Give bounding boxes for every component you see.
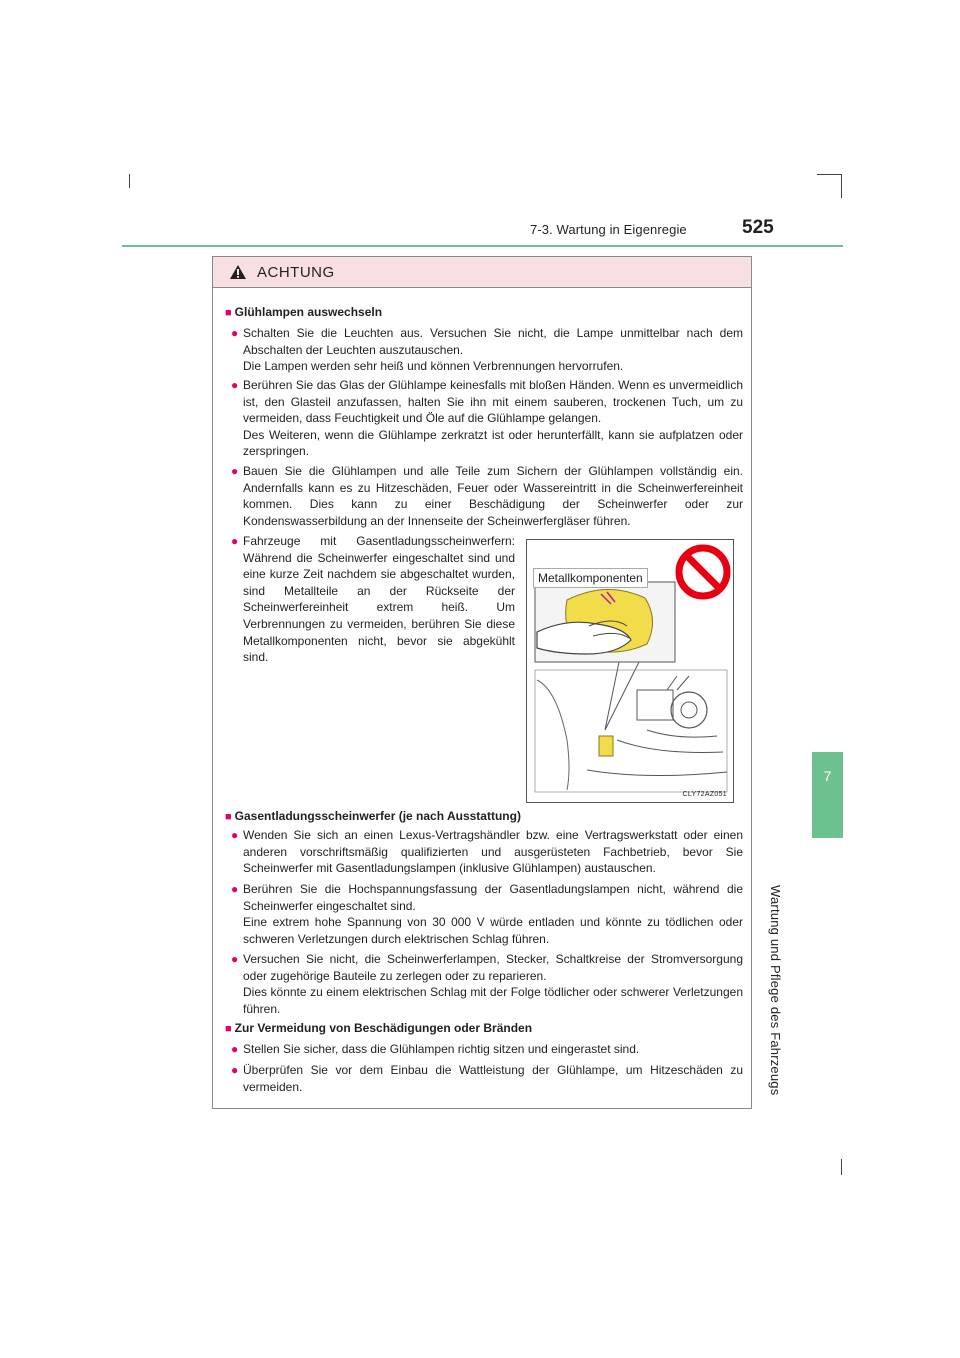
crop-mark: [841, 174, 842, 198]
bullet-dot-icon: ●: [231, 378, 239, 392]
bullet-item: ● Versuchen Sie nicht, die Scheinwerferlampen, Stecker, Schaltkreise der Stromversorgung oder zugehörige Bauteile zu zerlegen oder zu reparieren. Dies könnte zu einem elektrischen Schlag mit der Folge tödlicher oder schwerer Verletzungen führen.: [231, 952, 743, 1016]
bullet-item: ● Fahrzeuge mit Gasentladungsscheinwerfern: Während die Scheinwerfer eingeschaltet sind und eine kurze Zeit nachdem sie abgeschaltet wurden, sind Metallteile an der Rückseite der Scheinwerfereinheit extrem heiß. Um Verbrennungen zu vermeiden, berühren Sie diese Metallkomponenten nicht, bevor sie abgekühlt sind.: [231, 534, 515, 665]
bullet-item: ● Stellen Sie sicher, dass die Glühlampen richtig sitzen und eingerastet sind.: [231, 1042, 640, 1056]
bullet-dot-icon: ●: [231, 326, 239, 340]
caution-header: [213, 257, 751, 288]
bullet-item: ● Wenden Sie sich an einen Lexus-Vertragshändler bzw. eine Vertragswerkstatt oder einen anderen vorschriftsmäßig qualifizierten und ausgerüsteten Fachbetrieb, bevor Sie Scheinwerfer mit Gasentladungslampen (inklusive Glühlampen) austauschen.: [231, 828, 743, 876]
section-heading: ■ Gasentladungsscheinwerfer (je nach Ausstattung): [225, 809, 521, 823]
figure-label: Metallkomponenten: [533, 568, 648, 588]
square-bullet-icon: ■: [225, 811, 232, 823]
bullet-dot-icon: ●: [231, 534, 239, 548]
chapter-tab: [812, 752, 843, 838]
square-bullet-icon: ■: [225, 307, 232, 319]
section-heading: ■ Zur Vermeidung von Beschädigungen oder Bränden: [225, 1021, 533, 1035]
bullet-dot-icon: ●: [231, 882, 239, 896]
caution-title: ACHTUNG: [257, 264, 335, 281]
chapter-title: Wartung und Pflege des Fahrzeugs: [768, 885, 783, 1096]
bullet-dot-icon: ●: [231, 952, 239, 966]
square-bullet-icon: ■: [225, 1023, 232, 1035]
warning-triangle-icon: [229, 264, 247, 280]
figure-code: CLY72AZ051: [682, 791, 727, 798]
section-heading: ■ Glühlampen auswechseln: [225, 305, 383, 319]
headlight-illustration: [526, 539, 734, 803]
bullet-item: ● Bauen Sie die Glühlampen und alle Teile zum Sichern der Glühlampen vollständig ein. Andernfalls kann es zu Hitzeschäden, Feuer oder Wassereintritt in die Scheinwerfereinheit kommen. Dies kann zu einer Beschädigung der Scheinwerfer oder zur Kondenswasserbildung an der Innenseite der Scheinwerfergläser führen.: [231, 464, 743, 528]
header-rule: [122, 245, 843, 247]
crop-mark: [841, 1159, 842, 1175]
bullet-item: ● Berühren Sie die Hochspannungsfassung der Gasentladungslampen nicht, während die Scheinwerfer eingeschaltet sind. Eine extrem hohe Spannung von 30 000 V würde entladen und könnte zu tödlichen oder schweren Verletzungen durch elektrischen Schlag führen.: [231, 882, 743, 946]
section-title: 7-3. Wartung in Eigenregie: [530, 222, 687, 237]
bullet-item: ● Überprüfen Sie vor dem Einbau die Wattleistung der Glühlampe, um Hitzeschäden zu vermeiden.: [231, 1063, 743, 1094]
bullet-item: ● Schalten Sie die Leuchten aus. Versuchen Sie nicht, die Lampe unmittelbar nach dem Abschalten der Leuchten auszutauschen. Die Lampen werden sehr heiß und können Verbrennungen hervorrufen.: [231, 326, 743, 374]
bullet-dot-icon: ●: [231, 1042, 239, 1056]
bullet-dot-icon: ●: [231, 828, 239, 842]
chapter-number: 7: [823, 768, 832, 784]
crop-mark: [817, 174, 842, 175]
bullet-dot-icon: ●: [231, 464, 239, 478]
bullet-dot-icon: ●: [231, 1063, 239, 1077]
bullet-item: ● Berühren Sie das Glas der Glühlampe keinesfalls mit bloßen Händen. Wenn es unvermeidlich ist, den Glasteil anzufassen, halten Sie ihn mit einem sauberen, trockenen Tuch, um zu vermeiden, dass Feuchtigkeit und Öle auf die Glühlampe gelangen. Des Weiteren, wenn die Glühlampe zerkratzt ist oder herunterfällt, kann sie aufplatzen oder zerspringen.: [231, 378, 743, 459]
crop-mark: [129, 174, 130, 188]
page-number: 525: [742, 217, 774, 238]
